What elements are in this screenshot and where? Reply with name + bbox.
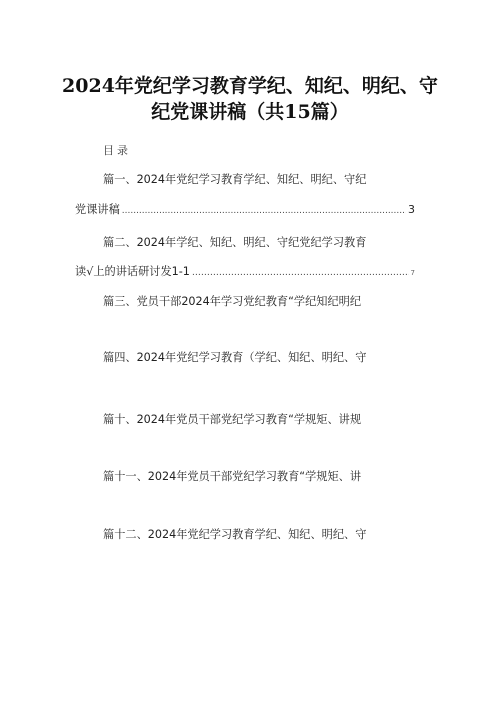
toc-entry-1-page-number: 3 — [408, 203, 415, 216]
toc-entry-1-line-1[interactable]: 篇一、2024年党纪学习教育学纪、知纪、明纪、守纪 — [103, 173, 367, 186]
toc-entry-2-leader-row[interactable] — [75, 264, 415, 281]
toc-entry-6[interactable]: 篇十一、2024年党员干部党纪学习教育“学规矩、讲 — [103, 470, 362, 483]
toc-entry-3[interactable]: 篇三、党员干部2024年学习党纪教育“学纪知纪明纪 — [103, 295, 362, 308]
toc-heading: 目录 — [103, 144, 131, 157]
toc-entry-5[interactable]: 篇十、2024年党员干部党纪学习教育“学规矩、讲规 — [103, 413, 362, 426]
toc-entry-1-dot-leader — [122, 203, 406, 219]
toc-entry-2-line-1[interactable]: 篇二、2024年学纪、知纪、明纪、守纪党纪学习教育 — [103, 236, 367, 249]
document-title-line-1: 2024年党纪学习教育学纪、知纪、明纪、守 — [62, 75, 438, 97]
document-title-line-2: 纪党课讲稿（共15篇） — [151, 101, 349, 123]
toc-entry-2-page-number: 7 — [410, 269, 415, 277]
toc-entry-7[interactable]: 篇十二、2024年党纪学习教育学纪、知纪、明纪、守 — [103, 528, 367, 541]
toc-entry-1-line-2: 党课讲稿 — [75, 203, 120, 216]
toc-entry-2-line-2: 读√上的讲话研讨发1-1 — [75, 265, 190, 278]
toc-entry-1-leader-row[interactable] — [75, 202, 415, 219]
toc-entry-2-dot-leader — [192, 265, 409, 281]
toc-entry-4[interactable]: 篇四、2024年党纪学习教育（学纪、知纪、明纪、守 — [103, 351, 367, 364]
